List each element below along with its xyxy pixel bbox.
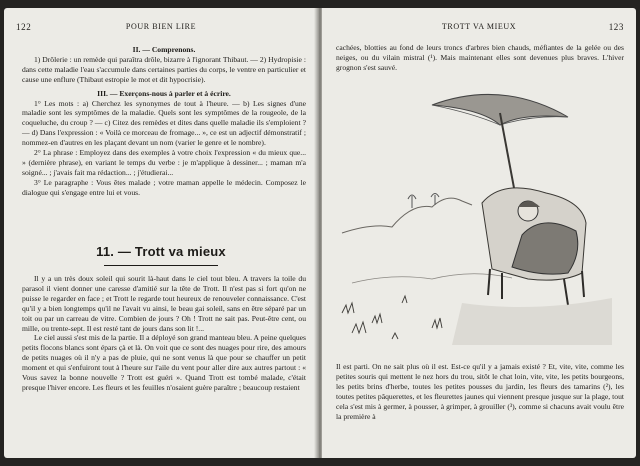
distant-hills — [342, 198, 472, 233]
story-paragraph-1: Il y a un très doux soleil qui sourit là-haut dans le ciel tout bleu. A travers la toile du parasol il vient donner une caresse d'amitié sur la tête de Trott. Il n'est pas si fort qu'on ne puisse le regarder en face ; et Trott le regarde tout heureux de renouveler connaissance. C'est qu'il y a bien longtemps qu'il ne l'avait vu ainsi, le beau gai soleil, sans en être séparé par un toit ou par un carreau de vitre. Combien de jours ? Oh ! Trott ne sait pas. Peut-être cent, ou mille, ou trente-sept. Il est resté tant de jours dans son lit !... — [22, 274, 306, 333]
exercise-sentence: 2° La phrase : Employez dans des exemples à votre choix l'expression « du mieux que... » (dernière phrase), en variant le temps du verbe : je m'applique à dessiner... ; maman m'a soigné... ; j'avais fait ma rédaction... ; j'étudierai... — [22, 148, 306, 177]
exercise-paragraph: 3° Le paragraphe : Vous êtes malade ; votre maman appelle le médecin. Composez le dialogue qui s'engage entre lui et vous. — [22, 177, 306, 197]
title-rule — [104, 265, 218, 266]
right-page-number: 123 — [608, 22, 624, 32]
comprenons-text: 1) Drôlerie : un remède qui paraîtra drôle, bizarre à l'ignorant Thibaut. — 2) Hydropisie : dans cette maladie l'eau s'accumule dans certaines parties du corps, le ventre en particulier et cause une enflure (Thibaut estropie le mot et dit hypocrisie). — [22, 54, 306, 84]
distant-tree — [408, 195, 416, 208]
left-running-head: POUR BIEN LIRE — [125, 22, 197, 31]
ground-line — [352, 274, 512, 283]
exercons-heading: III. — Exerçons-nous à parler et à écrire. — [97, 88, 231, 98]
distant-tree-2 — [431, 194, 439, 206]
illustration-child-under-parasol — [332, 83, 632, 345]
grass-tufts — [342, 296, 407, 323]
grass-tufts-2 — [352, 318, 442, 339]
foreground-shadow — [452, 298, 612, 345]
chapter-title: 11. — Trott va mieux — [96, 244, 226, 259]
right-top-text: cachées, blotties au fond de leurs troncs d'arbres bien chauds, méfiantes de la gelée ou des neiges, ou du vilain mistral (¹). Mais maintenant elles sont devenues plus braves. L'hiver grognon s'est sauvé. — [336, 43, 624, 72]
left-page — [4, 8, 318, 458]
right-page — [322, 8, 636, 458]
right-bottom-text: Il est parti. On ne sait plus où il est. Est-ce qu'il y a jamais existé ? Et, vite, vite, comme les petites souris qui mettent le nez hors du trou, sitôt le chat loin, vite, vite, les petits bourgeons, les petits brins d'herbe, toutes les petites pousses du jardin, les fleurs des tamarins (²), les toutes petites pâquerettes, et les fleurettes jaunes qui viennent presque jusque sur la plage, tout cela s'est mis à germer, à pousser, à grimper, à grouiller (³), comme si chacuns avait voulu être la première à — [336, 362, 624, 421]
exercise-words: 1° Les mots : a) Cherchez les synonymes de tout à l'heure. — b) Les signes d'une maladie sont les symptômes de la maladie. Quels sont les symptômes de la rougeole, de la coqueluche, du croup ? — c) Citez des remèdes et dites dans quelle maladie ils s'emploient ? — d) Dans l'expression : « Voilà ce morceau de fromage... », ce est un adjectif démonstratif ; nommez-en d'autres en les plaçant devant un nom (varier le genre et le nombre). — [22, 98, 306, 148]
story-text — [22, 274, 306, 393]
comprenons-heading: II. — Comprenons. — [132, 45, 196, 54]
story-paragraph-2: Le ciel aussi s'est mis de la partie. Il a déployé son grand manteau bleu. A peine quelques petits flocons blancs sont épars çà et là. On voit que ce sont des nuages pour rire, des amours de petits nuages où il n'y a pas de pluie, qui ne sont venus là que pour se chauffer un petit moment et qui s'enfuiront tout à l'heure sur l'aile du vent pour aller dire aux autres partout : « Vous savez la bonne nouvelle ? Trott est guéri ». Quand Trott est tombé malade, c'était presque l'hiver encore. Les fleurs et les feuilles n'osaient guère paraître ; beaucoup restaient — [22, 333, 306, 392]
exercises-block — [22, 45, 306, 198]
right-running-head: TROTT VA MIEUX — [441, 22, 517, 31]
left-page-number: 122 — [16, 22, 32, 32]
